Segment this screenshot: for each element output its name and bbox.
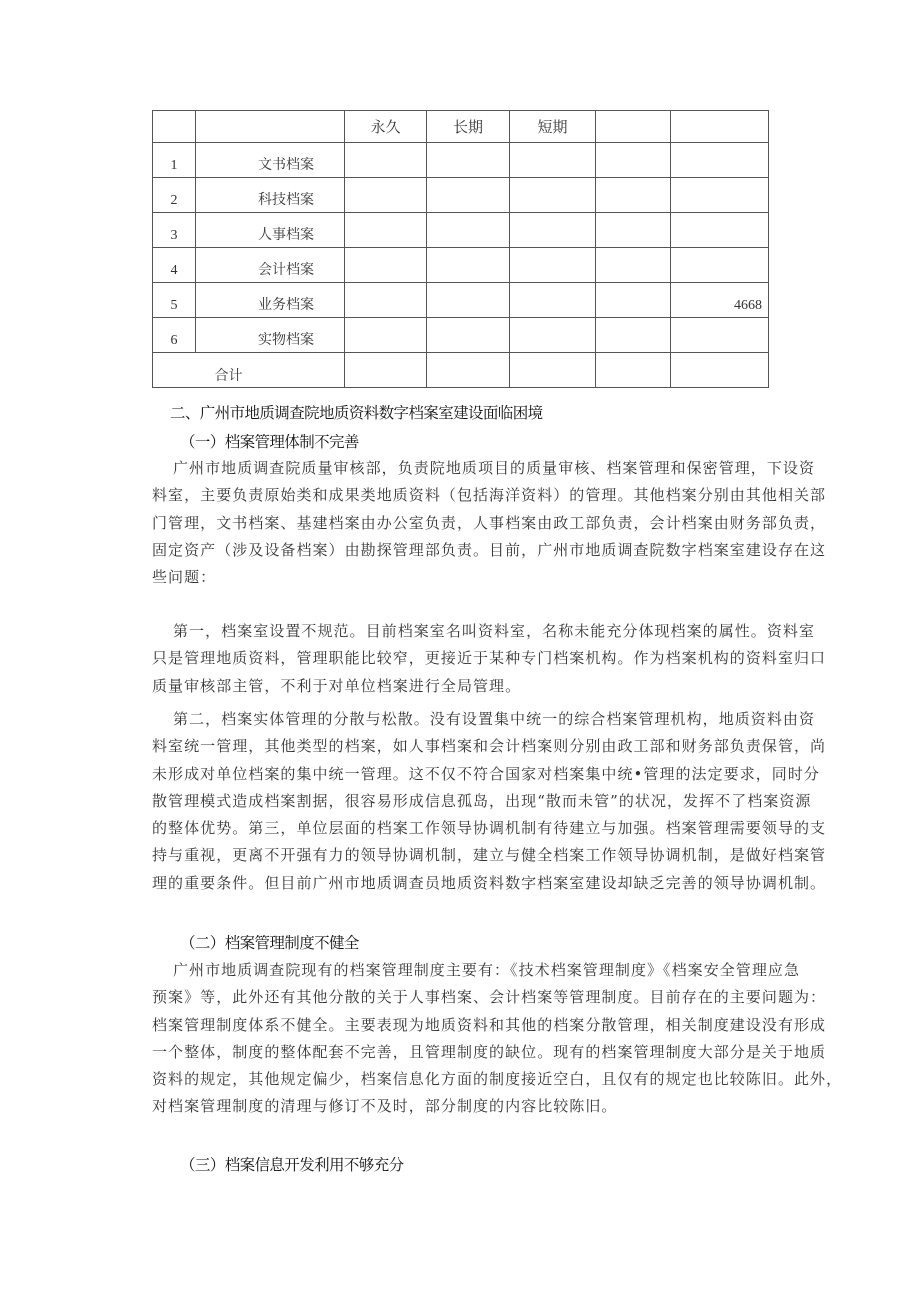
cell-value <box>345 283 427 318</box>
archive-statistics-table <box>152 110 769 388</box>
cell-value <box>596 283 671 318</box>
paragraph <box>152 957 843 1121</box>
header-cell-permanent: 永久 <box>345 111 427 143</box>
row-name: 会计档案 <box>196 248 345 283</box>
cell-value <box>345 178 427 213</box>
cell-value <box>510 213 596 248</box>
text-line: 预案》等，此外还有其他分散的关于人事档案、会计档案等管理制度。目前存在的主要问题为： <box>152 988 827 1007</box>
cell-value <box>427 283 510 318</box>
paragraph <box>152 455 827 591</box>
table-header-row <box>153 111 769 143</box>
text-line: 只是管理地质资料，管理职能比较窄，更接近于某种专门档案机构。作为档案机构的资料室归口 <box>152 649 827 668</box>
section-heading: 二、广州市地质调查院地质资料数字档案室建设面临困境 <box>170 404 543 422</box>
cell-value <box>510 178 596 213</box>
row-number: 6 <box>153 318 196 353</box>
subsection-heading-2: （二）档案管理制度不健全 <box>180 934 359 952</box>
total-value <box>345 353 427 388</box>
text-line: 散管理模式造成档案割据，很容易形成信息孤岛，出现“散而未管”的状况，发挥不了档案资源 <box>152 791 812 810</box>
cell-value <box>427 248 510 283</box>
text-line: 料室，主要负责原始类和成果类地质资料（包括海洋资料）的管理。其他档案分别由其他相关部 <box>152 486 827 505</box>
text-line: 档案管理制度体系不健全。主要表现为地质资料和其他的档案分散管理，相关制度建设没有形成 <box>152 1015 827 1034</box>
cell-value <box>510 248 596 283</box>
text-line: 料室统一管理，其他类型的档案，如人事档案和会计档案则分别由政工部和财务部负责保管，尚 <box>152 737 827 756</box>
cell-value <box>427 213 510 248</box>
text-line: 广州市地质调查院现有的档案管理制度主要有：《技术档案管理制度》《档案安全管理应急 <box>173 961 801 979</box>
text-line: 对档案管理制度的清理与修订不及时，部分制度的内容比较陈旧。 <box>152 1097 618 1116</box>
cell-value <box>596 213 671 248</box>
header-cell <box>196 111 345 143</box>
row-name: 业务档案 <box>196 283 345 318</box>
subsection-heading-1: （一）档案管理体制不完善 <box>180 433 359 451</box>
table-row <box>153 213 769 248</box>
row-name: 人事档案 <box>196 213 345 248</box>
total-value <box>671 353 769 388</box>
cell-value <box>427 318 510 353</box>
row-number: 4 <box>153 248 196 283</box>
text-line: 持与重视，更离不开强有力的领导协调机制，建立与健全档案工作领导协调机制，是做好档案管 <box>152 846 827 865</box>
cell-value <box>596 178 671 213</box>
row-number: 3 <box>153 213 196 248</box>
text-line: 理的重要条件。但目前广州市地质调查员地质资料数字档案室建设却缺乏完善的领导协调机制。 <box>152 873 827 892</box>
table-row <box>153 318 769 353</box>
row-name: 文书档案 <box>196 143 345 178</box>
paragraph <box>152 706 827 897</box>
subsection-heading-3: （三）档案信息开发利用不够充分 <box>180 1156 404 1174</box>
cell-value <box>427 143 510 178</box>
cell-value <box>671 248 769 283</box>
text-line: 门管理，文书档案、基建档案由办公室负责，人事档案由政工部负责，会计档案由财务部负责， <box>152 513 827 532</box>
text-line: 固定资产（涉及设备档案）由勘探管理部负责。目前，广州市地质调查院数字档案室建设存在这 <box>152 540 827 559</box>
cell-value <box>345 318 427 353</box>
header-cell <box>671 111 769 143</box>
header-cell-long-term: 长期 <box>427 111 510 143</box>
text-line: 质量审核部主管，不利于对单位档案进行全局管理。 <box>152 676 522 695</box>
cell-value <box>510 283 596 318</box>
table-total-row <box>153 353 769 388</box>
total-label: 合计 <box>153 353 345 388</box>
cell-value <box>671 213 769 248</box>
total-value <box>510 353 596 388</box>
cell-value <box>510 143 596 178</box>
total-value <box>427 353 510 388</box>
text-line: 第一，档案室设置不规范。目前档案室名叫资料室，名称未能充分体现档案的属性。资料室 <box>173 622 816 640</box>
cell-value <box>671 318 769 353</box>
row-name: 实物档案 <box>196 318 345 353</box>
header-cell-short-term: 短期 <box>510 111 596 143</box>
cell-value <box>345 143 427 178</box>
paragraph <box>152 618 827 700</box>
row-name: 科技档案 <box>196 178 345 213</box>
header-cell <box>596 111 671 143</box>
table-row <box>153 248 769 283</box>
cell-value: 4668 <box>671 283 769 318</box>
cell-value <box>345 248 427 283</box>
cell-value <box>671 178 769 213</box>
total-value <box>596 353 671 388</box>
row-number: 2 <box>153 178 196 213</box>
text-line: 第二，档案实体管理的分散与松散。没有设置集中统一的综合档案管理机构，地质资料由资 <box>173 710 816 728</box>
text-line: 些问题： <box>152 568 217 587</box>
cell-value <box>345 213 427 248</box>
table-row <box>153 283 769 318</box>
cell-value <box>596 318 671 353</box>
text-line: 未形成对单位档案的集中统一管理。这不仅不符合国家对档案集中统•管理的法定要求，同时分 <box>152 764 820 783</box>
text-line: 资料的规定，其他规定偏少，档案信息化方面的制度接近空白，且仅有的规定也比较陈旧。此外， <box>152 1070 843 1089</box>
cell-value <box>510 318 596 353</box>
text-line: 的整体优势。第三，单位层面的档案工作领导协调机制有待建立与加强。档案管理需要领导的支 <box>152 819 827 838</box>
header-cell <box>153 111 196 143</box>
text-line: 一个整体，制度的整体配套不完善，且管理制度的缺位。现有的档案管理制度大部分是关于地质 <box>152 1042 827 1061</box>
row-number: 1 <box>153 143 196 178</box>
cell-value <box>596 248 671 283</box>
table-row <box>153 143 769 178</box>
cell-value <box>427 178 510 213</box>
text-line: 广州市地质调查院质量审核部，负责院地质项目的质量审核、档案管理和保密管理，下设资 <box>173 459 816 477</box>
row-number: 5 <box>153 283 196 318</box>
table-row <box>153 178 769 213</box>
cell-value <box>596 143 671 178</box>
cell-value <box>671 143 769 178</box>
